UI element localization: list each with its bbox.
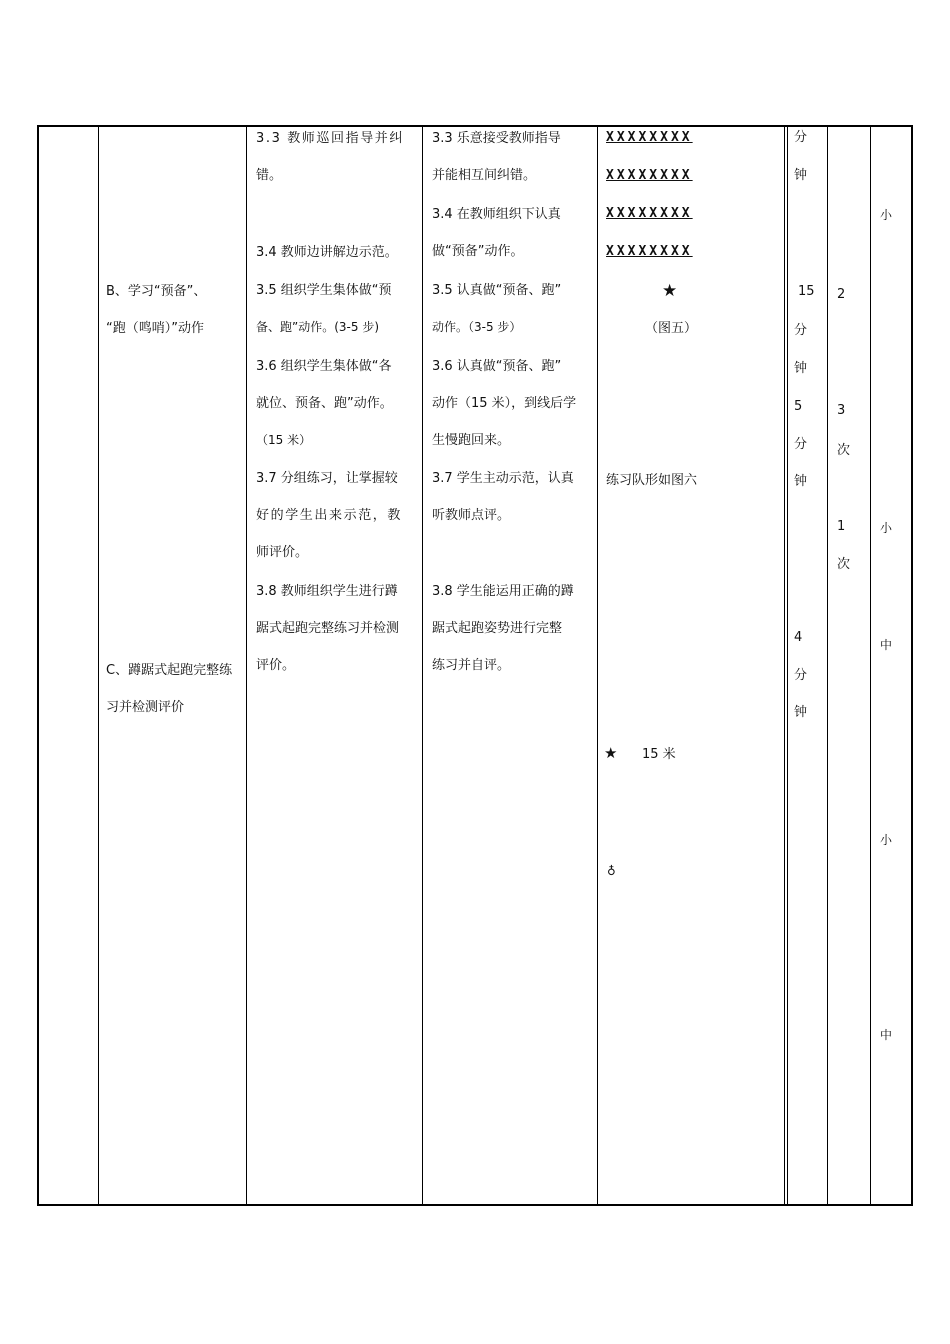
col-divider-6 bbox=[827, 127, 828, 1204]
runner-icon: ♁ bbox=[607, 864, 616, 878]
time-char: 分 bbox=[794, 437, 808, 452]
time-value: 15 bbox=[798, 284, 815, 299]
teacher-3-7-line2: 好的学生出来示范，教 bbox=[256, 508, 403, 523]
col-divider-7 bbox=[870, 127, 871, 1204]
student-3-3-line1: 3.3 乐意接受教师指导 bbox=[432, 131, 561, 146]
formation-row: XXXXXXXX bbox=[606, 244, 693, 259]
student-3-8-line2: 踞式起跑姿势进行完整 bbox=[432, 621, 563, 636]
teacher-3-5-line2: 备、跑”动作。(3-5 步) bbox=[256, 320, 379, 334]
teacher-3-8-line3: 评价。 bbox=[256, 658, 296, 673]
student-3-3-line2: 并能相互间纠错。 bbox=[432, 168, 537, 183]
teacher-3-6-line3: （15 米） bbox=[256, 433, 312, 447]
times-value: 2 bbox=[837, 287, 846, 302]
student-3-7-line1: 3.7 学生主动示范，认真 bbox=[432, 471, 574, 486]
times-unit: 次 bbox=[837, 557, 851, 572]
item-b-line1: B、学习“预备”、 bbox=[106, 284, 207, 299]
teacher-3-7-line3: 师评价。 bbox=[256, 545, 309, 560]
student-3-7-line2: 听教师点评。 bbox=[432, 508, 511, 523]
time-value: 5 bbox=[794, 399, 803, 414]
item-c-line1: C、蹲踞式起跑完整练 bbox=[106, 663, 233, 678]
intensity-value: 中 bbox=[880, 1028, 893, 1042]
student-3-4-line2: 做“预备”动作。 bbox=[432, 244, 524, 259]
teacher-3-3-line1: 3.3 教师巡回指导并纠 bbox=[256, 131, 405, 146]
teacher-3-6-line1: 3.6 组织学生集体做“各 bbox=[256, 359, 392, 374]
item-b-line2: “跑（鸣哨）”动作 bbox=[106, 321, 204, 336]
student-3-5-line1: 3.5 认真做“预备、跑” bbox=[432, 283, 562, 298]
intensity-value: 小 bbox=[880, 833, 893, 847]
times-value: 1 bbox=[837, 519, 846, 534]
teacher-3-5-line1: 3.5 组织学生集体做“预 bbox=[256, 283, 392, 298]
col-divider-5 bbox=[784, 127, 785, 1204]
intensity-value: 小 bbox=[880, 208, 893, 222]
formation-row: XXXXXXXX bbox=[606, 130, 693, 145]
teacher-3-3-line2: 错。 bbox=[256, 168, 283, 183]
teacher-star-icon: ★ bbox=[604, 744, 618, 762]
times-unit: 次 bbox=[837, 443, 851, 458]
col-divider-3 bbox=[422, 127, 423, 1204]
item-c-line2: 习并检测评价 bbox=[106, 700, 185, 715]
teacher-3-8-line2: 踞式起跑完整练习并检测 bbox=[256, 621, 400, 636]
teacher-3-6-line2: 就位、预备、跑”动作。 bbox=[256, 396, 393, 411]
teacher-3-7-line1: 3.7 分组练习，让掌握较 bbox=[256, 471, 398, 486]
time-value: 4 bbox=[794, 630, 803, 645]
time-char: 钟 bbox=[794, 361, 808, 376]
time-char: 钟 bbox=[794, 168, 808, 183]
student-3-6-line3: 生慢跑回来。 bbox=[432, 433, 511, 448]
time-char: 分 bbox=[794, 130, 808, 145]
teacher-star-icon: ★ bbox=[662, 281, 678, 301]
formation-row: XXXXXXXX bbox=[606, 206, 693, 221]
student-3-8-line3: 练习并自评。 bbox=[432, 658, 511, 673]
student-3-5-line2: 动作。（3-5 步） bbox=[432, 320, 522, 334]
teacher-3-8-line1: 3.8 教师组织学生进行蹲 bbox=[256, 584, 398, 599]
col-divider-4 bbox=[597, 127, 598, 1204]
time-char: 钟 bbox=[794, 474, 808, 489]
time-char: 钟 bbox=[794, 705, 808, 720]
times-value: 3 bbox=[837, 403, 846, 418]
student-3-4-line1: 3.4 在教师组织下认真 bbox=[432, 207, 561, 222]
intensity-value: 中 bbox=[880, 638, 893, 652]
time-char: 分 bbox=[794, 323, 808, 338]
figure-5-caption: （图五） bbox=[645, 321, 698, 336]
col-divider-1 bbox=[98, 127, 99, 1204]
student-3-8-line1: 3.8 学生能运用正确的蹲 bbox=[432, 584, 574, 599]
distance-label: 15 米 bbox=[642, 747, 676, 762]
formation-row: XXXXXXXX bbox=[606, 168, 693, 183]
intensity-value: 小 bbox=[880, 521, 893, 535]
student-3-6-line2: 动作（15 米），到线后学 bbox=[432, 396, 577, 411]
time-char: 分 bbox=[794, 668, 808, 683]
teacher-3-4: 3.4 教师边讲解边示范。 bbox=[256, 245, 398, 260]
figure-6-caption: 练习队形如图六 bbox=[606, 473, 698, 488]
student-3-6-line1: 3.6 认真做“预备、跑” bbox=[432, 359, 562, 374]
col-divider-2 bbox=[246, 127, 247, 1204]
